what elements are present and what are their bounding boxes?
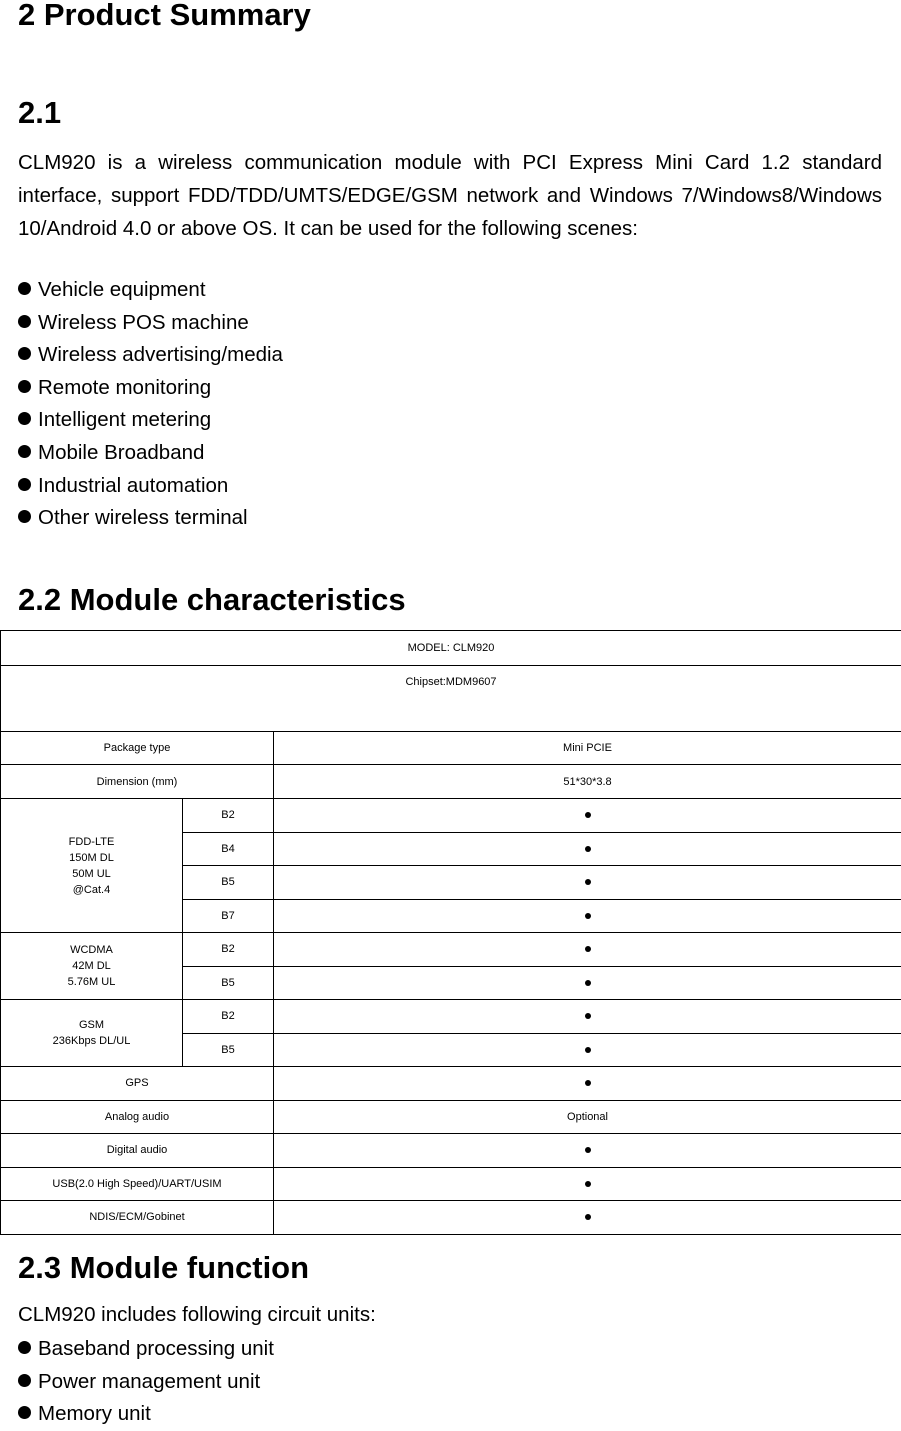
chipset-cell: Chipset:MDM9607: [1, 666, 901, 732]
list-item: Baseband processing unit: [18, 1333, 274, 1366]
package-value: Mini PCIE: [274, 732, 901, 765]
supported-dot-icon: [585, 980, 591, 986]
list-item: Power management unit: [18, 1366, 274, 1399]
support-cell: [274, 1067, 901, 1101]
band-cell: B5: [183, 866, 274, 900]
band-cell: B2: [183, 1000, 274, 1034]
support-cell: [274, 1167, 901, 1201]
scenes-list: [18, 274, 283, 535]
table-row: [1, 1167, 901, 1201]
gsm-cell: GSM 236Kbps DL/UL: [1, 1000, 183, 1067]
bullet-icon: [18, 315, 31, 328]
supported-dot-icon: [585, 879, 591, 885]
table-row: [1, 631, 901, 666]
fdd-lte-cell: FDD-LTE 150M DL 50M UL @Cat.4: [1, 799, 183, 933]
ndis-label: NDIS/ECM/Gobinet: [1, 1201, 274, 1235]
bullet-icon: [18, 412, 31, 425]
supported-dot-icon: [585, 1013, 591, 1019]
heading-2-3: 2.3 Module function: [18, 1249, 309, 1287]
support-cell: [274, 1000, 901, 1034]
list-item: Memory unit: [18, 1398, 274, 1431]
table-row: [1, 1000, 901, 1034]
usb-label: USB(2.0 High Speed)/UART/USIM: [1, 1167, 274, 1201]
bullet-icon: [18, 1406, 31, 1419]
supported-dot-icon: [585, 846, 591, 852]
heading-2-1: 2.1: [18, 94, 61, 132]
list-item: Intelligent metering: [18, 404, 283, 437]
list-item: Other wireless terminal: [18, 502, 283, 535]
analog-audio-label: Analog audio: [1, 1100, 274, 1134]
support-cell: [274, 832, 901, 866]
list-item: Mobile Broadband: [18, 437, 283, 470]
model-cell: MODEL: CLM920: [1, 631, 901, 666]
supported-dot-icon: [585, 1214, 591, 1220]
band-cell: B2: [183, 799, 274, 833]
table-row: [1, 799, 901, 833]
package-label: Package type: [1, 732, 274, 765]
support-cell: [274, 799, 901, 833]
support-cell: [274, 1134, 901, 1168]
support-cell: [274, 966, 901, 1000]
digital-audio-label: Digital audio: [1, 1134, 274, 1168]
table-row: [1, 1067, 901, 1101]
band-cell: B2: [183, 933, 274, 967]
bullet-icon: [18, 1341, 31, 1354]
bullet-icon: [18, 478, 31, 491]
support-cell: [274, 866, 901, 900]
list-item: Vehicle equipment: [18, 274, 283, 307]
analog-audio-value: Optional: [274, 1100, 901, 1134]
table-row: [1, 1134, 901, 1168]
bullet-icon: [18, 510, 31, 523]
supported-dot-icon: [585, 1147, 591, 1153]
table-row: [1, 765, 901, 799]
section-title: 2 Product Summary: [18, 0, 311, 34]
bullet-icon: [18, 282, 31, 295]
supported-dot-icon: [585, 1181, 591, 1187]
table-row: [1, 666, 901, 732]
module-characteristics-table: [0, 630, 901, 1235]
band-cell: B7: [183, 899, 274, 933]
supported-dot-icon: [585, 913, 591, 919]
supported-dot-icon: [585, 946, 591, 952]
function-intro: CLM920 includes following circuit units:: [18, 1299, 376, 1331]
bullet-icon: [18, 1374, 31, 1387]
support-cell: [274, 1201, 901, 1235]
supported-dot-icon: [585, 812, 591, 818]
table-row: [1, 1201, 901, 1235]
gps-label: GPS: [1, 1067, 274, 1101]
heading-2-2: 2.2 Module characteristics: [18, 581, 406, 619]
list-item: Industrial automation: [18, 470, 283, 503]
table-row: [1, 1100, 901, 1134]
supported-dot-icon: [585, 1080, 591, 1086]
list-item: Remote monitoring: [18, 372, 283, 405]
intro-paragraph: CLM920 is a wireless communication module with PCI Express Mini Card 1.2 standard interface, support FDD/TDD/UMTS/EDGE/GSM network and Windows 7/Windows8/Windows 10/Android 4.0 or above OS. It can be used for the following scenes:: [18, 146, 882, 245]
list-item: Wireless advertising/media: [18, 339, 283, 372]
bullet-icon: [18, 445, 31, 458]
band-cell: B5: [183, 1033, 274, 1067]
band-cell: B5: [183, 966, 274, 1000]
supported-dot-icon: [585, 1047, 591, 1053]
dimension-value: 51*30*3.8: [274, 765, 901, 799]
wcdma-cell: WCDMA 42M DL 5.76M UL: [1, 933, 183, 1000]
list-item: Wireless POS machine: [18, 307, 283, 340]
bullet-icon: [18, 347, 31, 360]
dimension-label: Dimension (mm): [1, 765, 274, 799]
support-cell: [274, 933, 901, 967]
support-cell: [274, 899, 901, 933]
band-cell: B4: [183, 832, 274, 866]
bullet-icon: [18, 380, 31, 393]
table-row: [1, 933, 901, 967]
table-row: [1, 732, 901, 765]
support-cell: [274, 1033, 901, 1067]
circuit-units-list: [18, 1333, 274, 1431]
